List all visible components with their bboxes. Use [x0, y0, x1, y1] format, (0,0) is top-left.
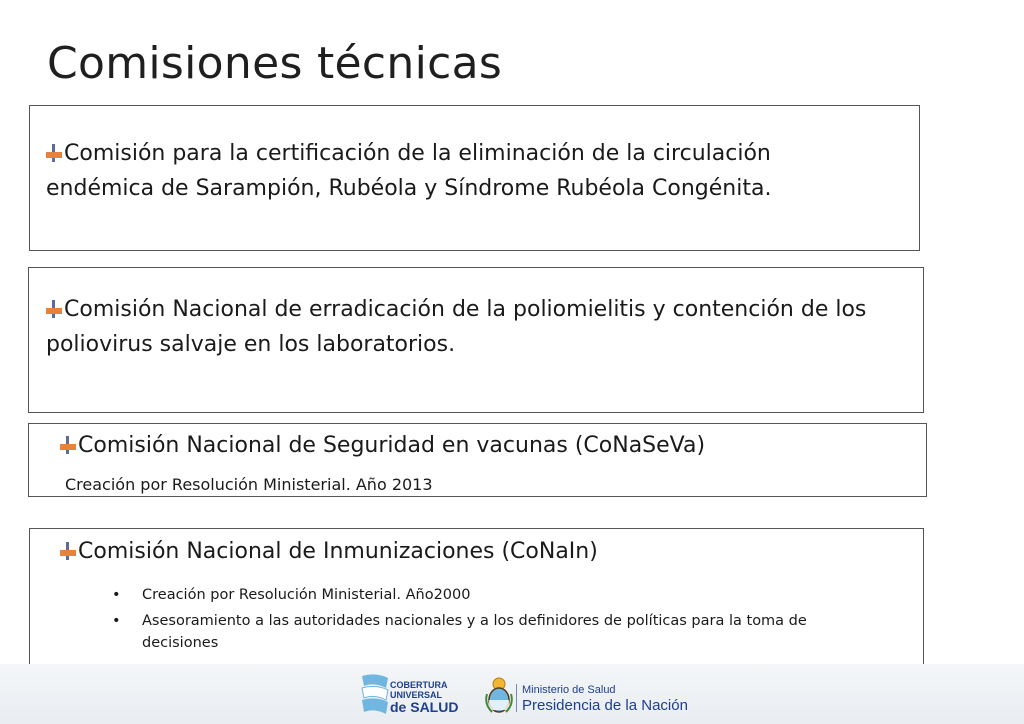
ministry-name: Ministerio de Salud [522, 684, 616, 696]
bullet-arrow-icon [46, 300, 62, 318]
list-item [112, 584, 872, 606]
list-item-text: Asesoramiento a las autoridades nacionales y a los definidores de políticas para la toma de decisiones [142, 613, 807, 651]
bullet-arrow-icon [46, 144, 62, 162]
national-seal-icon [484, 676, 514, 714]
bullet-dot: • [112, 613, 121, 629]
bullet-arrow-icon [60, 542, 76, 560]
commission-text-1 [46, 136, 876, 206]
commission-label-1: Comisión para la certificación de la eliminación de la circulación endémica de Sarampión, Rubéola y Síndrome Rubéola Congénita. [46, 141, 772, 201]
commission-text-3 [60, 428, 900, 463]
logo-line-1: COBERTURA [390, 680, 448, 690]
page-title: Comisiones técnicas [47, 38, 503, 89]
commission-label-3: Comisión Nacional de Seguridad en vacunas (CoNaSeVa) [78, 433, 706, 458]
cobertura-logo-text [390, 680, 458, 714]
list-item-text: Creación por Resolución Ministerial. Año2000 [142, 587, 471, 603]
commission-label-4: Comisión Nacional de Inmunizaciones (CoNaIn) [78, 539, 598, 564]
bullet-arrow-icon [60, 436, 76, 454]
commission-subtext-3: Creación por Resolución Ministerial. Año 2013 [65, 475, 433, 494]
commission-4-list [112, 584, 872, 658]
presidency-name: Presidencia de la Nación [522, 697, 688, 714]
footer-divider [516, 684, 517, 712]
logo-line-3: de SALUD [390, 699, 459, 715]
commission-text-4 [60, 534, 900, 569]
list-item [112, 610, 872, 654]
logo-line-2: UNIVERSAL [390, 690, 443, 700]
bullet-dot: • [112, 587, 121, 603]
commission-label-2: Comisión Nacional de erradicación de la poliomielitis y contención de los poliovirus salvaje en los laboratorios. [46, 297, 867, 357]
commission-text-2 [46, 292, 906, 362]
